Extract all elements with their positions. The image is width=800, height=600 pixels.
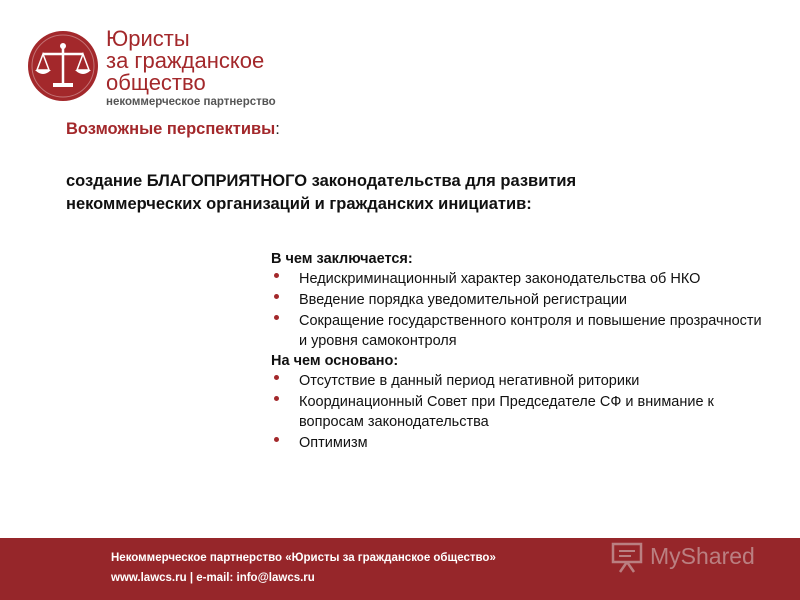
list-item	[271, 392, 771, 432]
section-list-essence	[271, 269, 771, 351]
list-item	[271, 371, 771, 391]
content-block	[271, 250, 771, 454]
list-item-text: Недискриминационный характер законодательства об НКО	[299, 271, 701, 287]
subheading-line-1: создание БЛАГОПРИЯТНОГО законодательства для развития	[66, 172, 577, 190]
list-item	[271, 290, 771, 310]
list-item-text: Координационный Совет при Председателе СФ и внимание к вопросам законодательства	[299, 394, 714, 430]
watermark-text: MyShared	[650, 543, 755, 569]
section-title-essence: В чем заключается:	[271, 251, 413, 267]
brand-line-2: за гражданское	[106, 48, 265, 73]
slide-heading-colon: :	[275, 120, 280, 138]
bullet-icon	[274, 375, 279, 380]
slide-heading-text: Возможные перспективы	[66, 120, 276, 138]
section-title-basis: На чем основано:	[271, 353, 399, 369]
list-item-text: Оптимизм	[299, 435, 368, 451]
bullet-icon	[274, 294, 279, 299]
brand-block	[106, 28, 276, 108]
list-item-text: Отсутствие в данный период негативной риторики	[299, 373, 640, 389]
brand-line-1: Юристы	[106, 26, 190, 51]
section-list-basis	[271, 371, 771, 453]
bullet-icon	[274, 396, 279, 401]
presentation-board-icon	[610, 540, 646, 574]
footer-contacts: www.lawcs.ru | e-mail: info@lawcs.ru	[111, 572, 315, 584]
bullet-icon	[274, 315, 279, 320]
brand-tagline: некоммерческое партнерство	[106, 96, 276, 108]
list-item-text: Сокращение государственного контроля и повышение прозрачности и уровня самоконтроля	[299, 313, 762, 349]
bullet-icon	[274, 273, 279, 278]
list-item	[271, 269, 771, 289]
slide-heading	[66, 120, 280, 139]
watermark	[610, 540, 770, 576]
list-item-text: Введение порядка уведомительной регистрации	[299, 292, 628, 308]
footer-org: Некоммерческое партнерство «Юристы за гражданское общество»	[111, 552, 496, 564]
bullet-icon	[274, 437, 279, 442]
subheading-line-2: некоммерческих организаций и гражданских инициатив:	[66, 195, 532, 213]
scales-logo-icon	[27, 30, 99, 102]
list-item	[271, 433, 771, 453]
slide-subheading	[66, 170, 766, 216]
brand-line-3: общество	[106, 70, 206, 95]
list-item	[271, 311, 771, 351]
